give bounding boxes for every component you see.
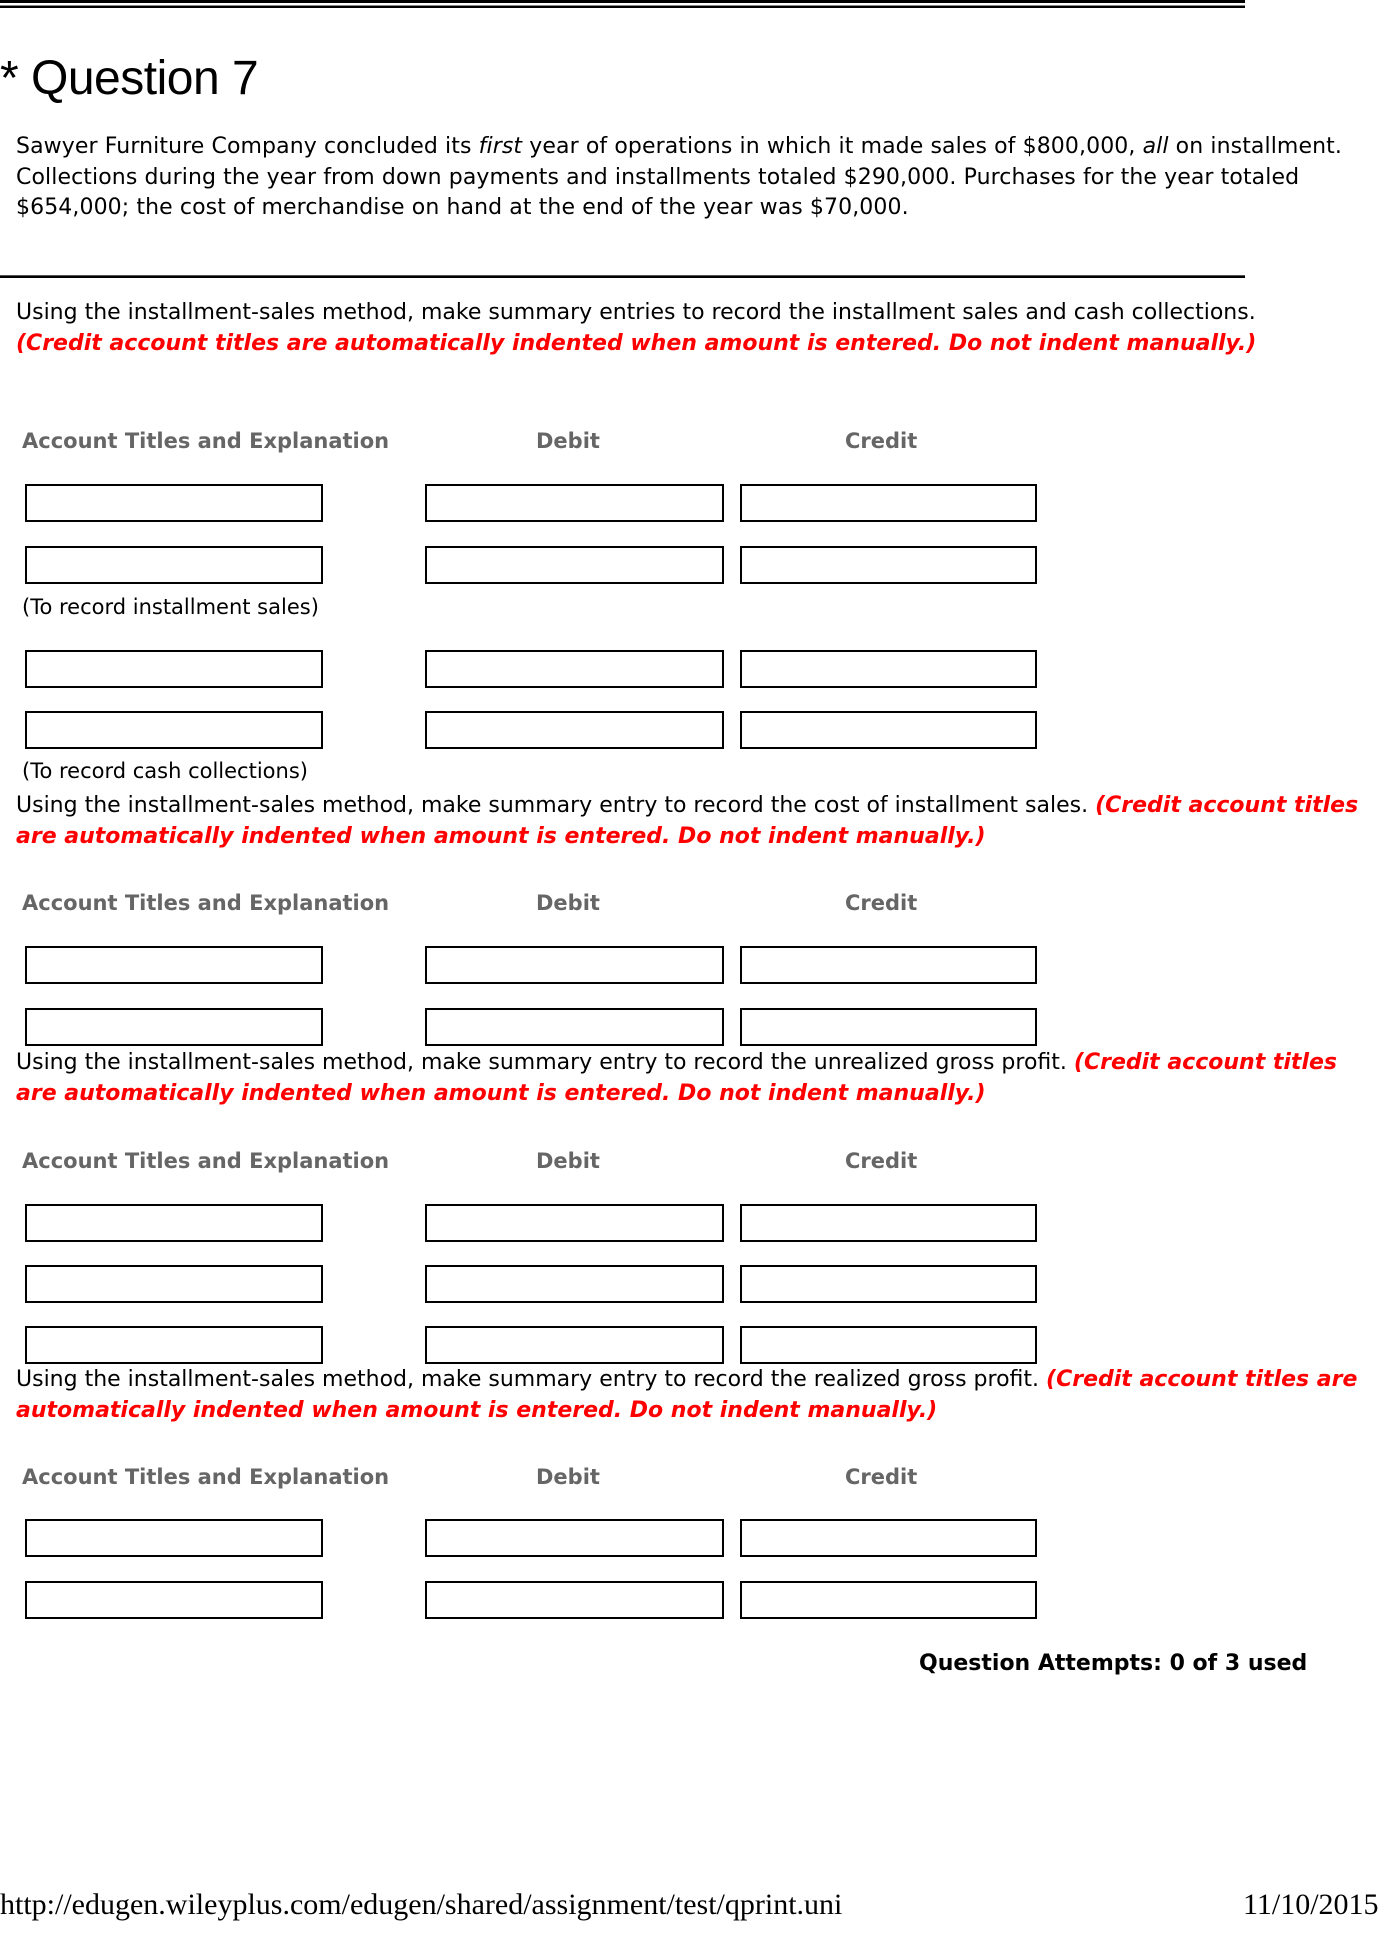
- entry1-row2-credit-input[interactable]: [740, 546, 1037, 584]
- entry1-row1-debit-input[interactable]: [425, 484, 724, 522]
- header-debit: Debit: [536, 1465, 600, 1489]
- realized-row2-credit-input[interactable]: [740, 1581, 1037, 1619]
- section-1-prompt: [16, 298, 1326, 359]
- unrealized-row3-account-input[interactable]: [25, 1326, 323, 1364]
- realized-row2-debit-input[interactable]: [425, 1581, 724, 1619]
- cost-row1-account-input[interactable]: [25, 946, 323, 984]
- paragraph-text: year of operations in which it made sales of $800,000,: [522, 134, 1143, 159]
- paragraph-emphasis-all: all: [1142, 134, 1169, 159]
- realized-row1-debit-input[interactable]: [425, 1519, 724, 1557]
- entry2-row2-account-input[interactable]: [25, 711, 323, 749]
- prompt-text: Using the installment-sales method, make summary entry to record the cost of installment sales.: [16, 793, 1096, 818]
- header-debit: Debit: [536, 429, 600, 453]
- entry2-row1-account-input[interactable]: [25, 650, 323, 688]
- section-divider: [0, 275, 1245, 278]
- indent-warning: (Credit account titles are automatically indented when amount is entered. Do not indent manually.): [16, 1367, 1358, 1423]
- question-attempts: Question Attempts: 0 of 3 used: [919, 1651, 1308, 1676]
- indent-warning: (Credit account titles are automatically indented when amount is entered. Do not indent manually.): [16, 793, 1359, 849]
- unrealized-row3-credit-input[interactable]: [740, 1326, 1037, 1364]
- entry1-row2-account-input[interactable]: [25, 546, 323, 584]
- header-account-titles: Account Titles and Explanation: [22, 1465, 390, 1489]
- cost-row1-credit-input[interactable]: [740, 946, 1037, 984]
- realized-row1-account-input[interactable]: [25, 1519, 323, 1557]
- header-credit: Credit: [845, 429, 918, 453]
- footer-url: http://edugen.wileyplus.com/edugen/shared/assignment/test/qprint.uni: [0, 1888, 843, 1921]
- footer-date: 11/10/2015: [1243, 1888, 1379, 1921]
- unrealized-row2-account-input[interactable]: [25, 1265, 323, 1303]
- unrealized-row1-account-input[interactable]: [25, 1204, 323, 1242]
- cost-row2-account-input[interactable]: [25, 1008, 323, 1046]
- header-account-titles: Account Titles and Explanation: [22, 429, 390, 453]
- unrealized-row1-debit-input[interactable]: [425, 1204, 724, 1242]
- prompt-text: Using the installment-sales method, make summary entry to record the realized gross profit.: [16, 1367, 1047, 1392]
- cost-row1-debit-input[interactable]: [425, 946, 724, 984]
- section-4-prompt: [16, 1365, 1376, 1426]
- paragraph-text: on installment. Collections during the year from down payments and installments totaled $290,000. Purchases for the year totaled $654,000; the cost of merchandise on hand at the end of the year was $70,000.: [16, 134, 1342, 220]
- unrealized-row1-credit-input[interactable]: [740, 1204, 1037, 1242]
- unrealized-row2-debit-input[interactable]: [425, 1265, 724, 1303]
- entry2-row1-debit-input[interactable]: [425, 650, 724, 688]
- prompt-text: Using the installment-sales method, make summary entries to record the installment sales and cash collections.: [16, 300, 1256, 325]
- entry2-row2-debit-input[interactable]: [425, 711, 724, 749]
- entry1-explanation: (To record installment sales): [22, 595, 319, 619]
- section-3-prompt: [16, 1048, 1376, 1109]
- prompt-text: Using the installment-sales method, make summary entry to record the unrealized gross profit.: [16, 1050, 1074, 1075]
- header-credit: Credit: [845, 891, 918, 915]
- section-2-prompt: [16, 791, 1376, 852]
- cost-row2-credit-input[interactable]: [740, 1008, 1037, 1046]
- unrealized-row3-debit-input[interactable]: [425, 1326, 724, 1364]
- realized-row2-account-input[interactable]: [25, 1581, 323, 1619]
- indent-warning: (Credit account titles are automatically indented when amount is entered. Do not indent manually.): [16, 1050, 1337, 1106]
- header-credit: Credit: [845, 1465, 918, 1489]
- realized-row1-credit-input[interactable]: [740, 1519, 1037, 1557]
- header-credit: Credit: [845, 1149, 918, 1173]
- entry2-row1-credit-input[interactable]: [740, 650, 1037, 688]
- paragraph-emphasis-first: first: [478, 134, 523, 159]
- unrealized-row2-credit-input[interactable]: [740, 1265, 1037, 1303]
- question-paragraph: [16, 132, 1376, 224]
- entry1-row2-debit-input[interactable]: [425, 546, 724, 584]
- header-debit: Debit: [536, 1149, 600, 1173]
- entry2-row2-credit-input[interactable]: [740, 711, 1037, 749]
- header-debit: Debit: [536, 891, 600, 915]
- paragraph-text: Sawyer Furniture Company concluded its: [16, 134, 479, 159]
- entry1-row1-account-input[interactable]: [25, 484, 323, 522]
- indent-warning: (Credit account titles are automatically indented when amount is entered. Do not indent manually.): [16, 330, 1257, 356]
- entry1-row1-credit-input[interactable]: [740, 484, 1037, 522]
- cost-row2-debit-input[interactable]: [425, 1008, 724, 1046]
- entry2-explanation: (To record cash collections): [22, 759, 308, 783]
- header-account-titles: Account Titles and Explanation: [22, 1149, 390, 1173]
- top-double-rule: [0, 0, 1245, 8]
- header-account-titles: Account Titles and Explanation: [22, 891, 390, 915]
- question-title: * Question 7: [0, 52, 259, 105]
